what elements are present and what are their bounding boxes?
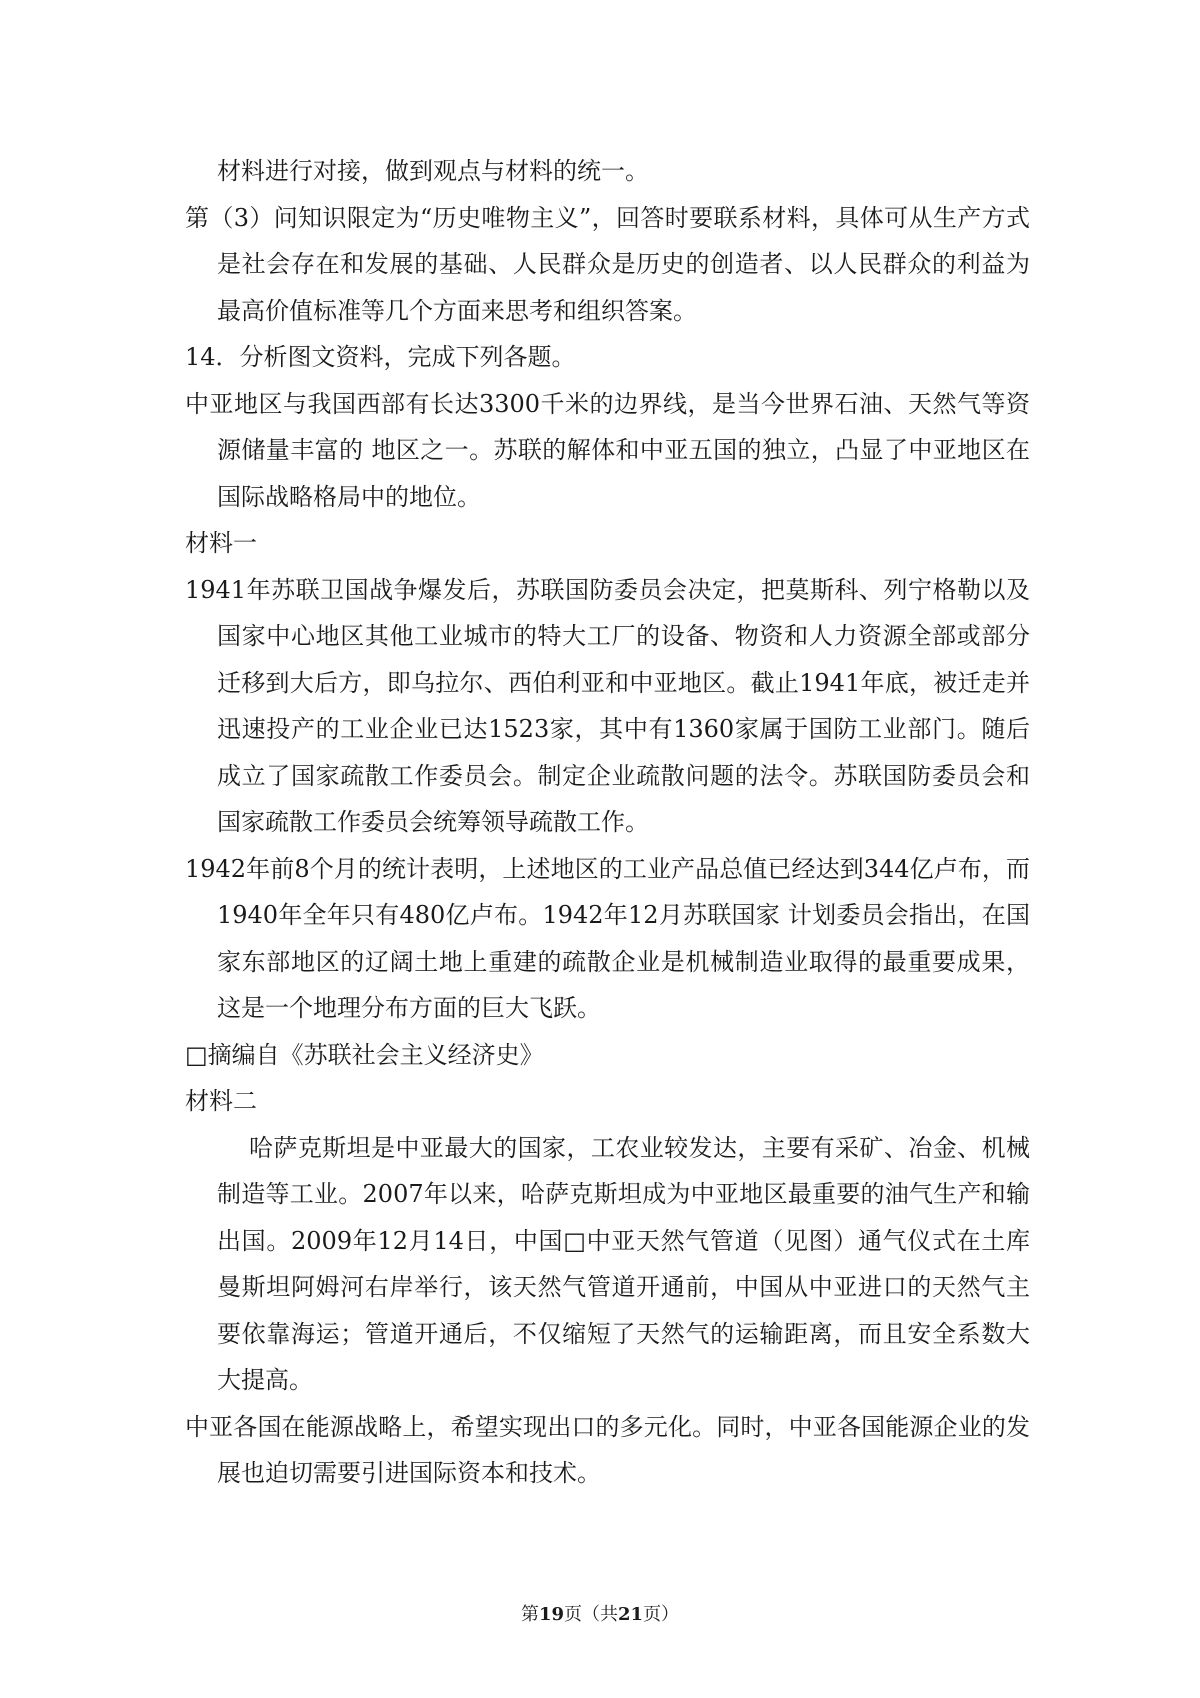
footer-page-number: 19 [538, 1604, 564, 1625]
footer-total-pages: 21 [618, 1604, 644, 1625]
page-footer [0, 1600, 1200, 1626]
material-one-label: 材料一 [185, 529, 257, 557]
paragraph-material-two-kazakhstan: 哈萨克斯坦是中亚最大的国家，工农业较发达，主要有采矿、冶金、机械制造等工业。2007年以来，哈萨克斯坦成为中亚地区最重要的油气生产和输出国。2009年12月14日，中国□中亚天然气管道（见图）通气仪式在土库曼斯坦阿姆河右岸举行，该天然气管道开通前，中国从中亚进口的天然气主要依靠海运；管道开通后，不仅缩短了天然气的运输距离，而且安全系数大大提高。 [217, 1133, 1030, 1394]
paragraph-central-asia-intro: 中亚地区与我国西部有长达3300千米的边界线，是当今世界石油、天然气等资源储量丰富的 地区之一。苏联的解体和中亚五国的独立，凸显了中亚地区在国际战略格局中的地位。 [185, 389, 1030, 511]
paragraph-material-one-1942: 1942年前8个月的统计表明，上述地区的工业产品总值已经达到344亿卢布，而1940年全年只有480亿卢布。1942年12月苏联国家 计划委员会指出，在国家东部地区的辽阔土地上重建的疏散企业是机械制造业取得的最重要成果，这是一个地理分布方面的巨大飞跃。 [185, 854, 1030, 1022]
document-body [185, 148, 1030, 1497]
footer-suffix: 页） [643, 1604, 680, 1625]
footer-prefix: 第 [520, 1604, 539, 1625]
paragraph-material-one-1941: 1941年苏联卫国战争爆发后，苏联国防委员会决定，把莫斯科、列宁格勒以及国家中心地区其他工业城市的特大工厂的设备、物资和人力资源全部或部分迁移到大后方，即乌拉尔、西伯利亚和中亚地区。截止1941年底，被迁走并迅速投产的工业企业已达1523家，其中有1360家属于国防工业部门。随后成立了国家疏散工作委员会。制定企业疏散问题的法令。苏联国防委员会和国家疏散工作委员会统筹领导疏散工作。 [185, 575, 1030, 836]
footer-middle: 页（共 [564, 1604, 618, 1625]
question-14-heading: 14．分析图文资料，完成下列各题。 [185, 343, 576, 371]
material-two-label: 材料二 [185, 1087, 257, 1115]
paragraph-energy-strategy: 中亚各国在能源战略上，希望实现出口的多元化。同时，中亚各国能源企业的发展也迫切需要引进国际资本和技术。 [185, 1412, 1030, 1487]
paragraph-continuation: 材料进行对接，做到观点与材料的统一。 [217, 157, 649, 185]
paragraph-answer-note-3: 第（3）问知识限定为“历史唯物主义”，回答时要联系材料，具体可从生产方式是社会存在和发展的基础、人民群众是历史的创造者、以人民群众的利益为最高价值标准等几个方面来思考和组织答案。 [185, 203, 1030, 325]
source-citation: □摘编自《苏联社会主义经济史》 [185, 1040, 544, 1069]
